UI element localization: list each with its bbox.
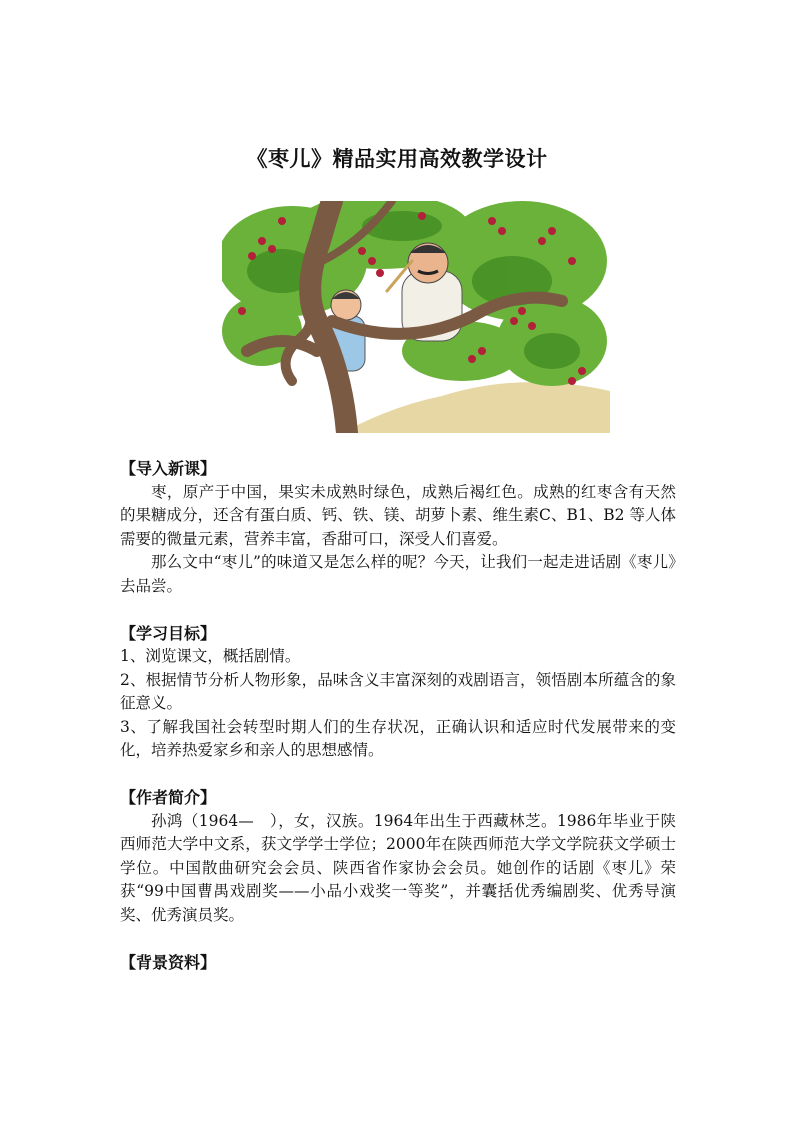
section-heading-author: 【作者简介】 [120, 788, 217, 807]
tree-illustration [222, 201, 610, 433]
goal-item: 3、了解我国社会转型时期人们的生存状况，正确认识和适应时代发展带来的变化，培养热爱家乡和亲人的思想感情。 [120, 717, 676, 759]
section-heading-background: 【背景资料】 [120, 952, 217, 972]
document-title: 《枣儿》精品实用高效教学设计 [246, 146, 548, 171]
section-heading-goals: 【学习目标】 [120, 623, 217, 643]
goals-list [120, 645, 676, 763]
goal-item: 1、浏览课文，概括剧情。 [120, 647, 301, 665]
intro-paragraph-1: 枣，原产于中国，果实未成熟时绿色，成熟后褐红色。成熟的红枣含有天然的果糖成分，还含有蛋白质、钙、铁、镁、胡萝卜素、维生素C、B1、B2 等人体需要的微量元素，营养丰富，香甜可口，深受人们喜爱。 [120, 482, 676, 548]
intro-paragraph-2: 那么文中“枣儿”的味道又是怎么样的呢？今天，让我们一起走进话剧《枣儿》去品尝。 [120, 553, 676, 595]
section-heading-intro: 【导入新课】 [120, 459, 217, 478]
goal-item: 2、根据情节分析人物形象，品味含义丰富深刻的戏剧语言，领悟剧本所蕴含的象征意义。 [120, 670, 676, 712]
document-body [120, 457, 676, 974]
author-paragraph: 孙鸿（1964— ），女，汉族。1964年出生于西藏林芝。1986年毕业于陕西师范大学中文系，获文学学士学位；2000年在陕西师范大学文学院获文学硕士学位。中国散曲研究会会员、陕西省作家协会会员。她创作的话剧《枣儿》荣获“99中国曹禺戏剧奖——小品小戏奖一等奖”，并囊括优秀编剧奖、优秀导演奖、优秀演员奖。 [120, 811, 676, 924]
